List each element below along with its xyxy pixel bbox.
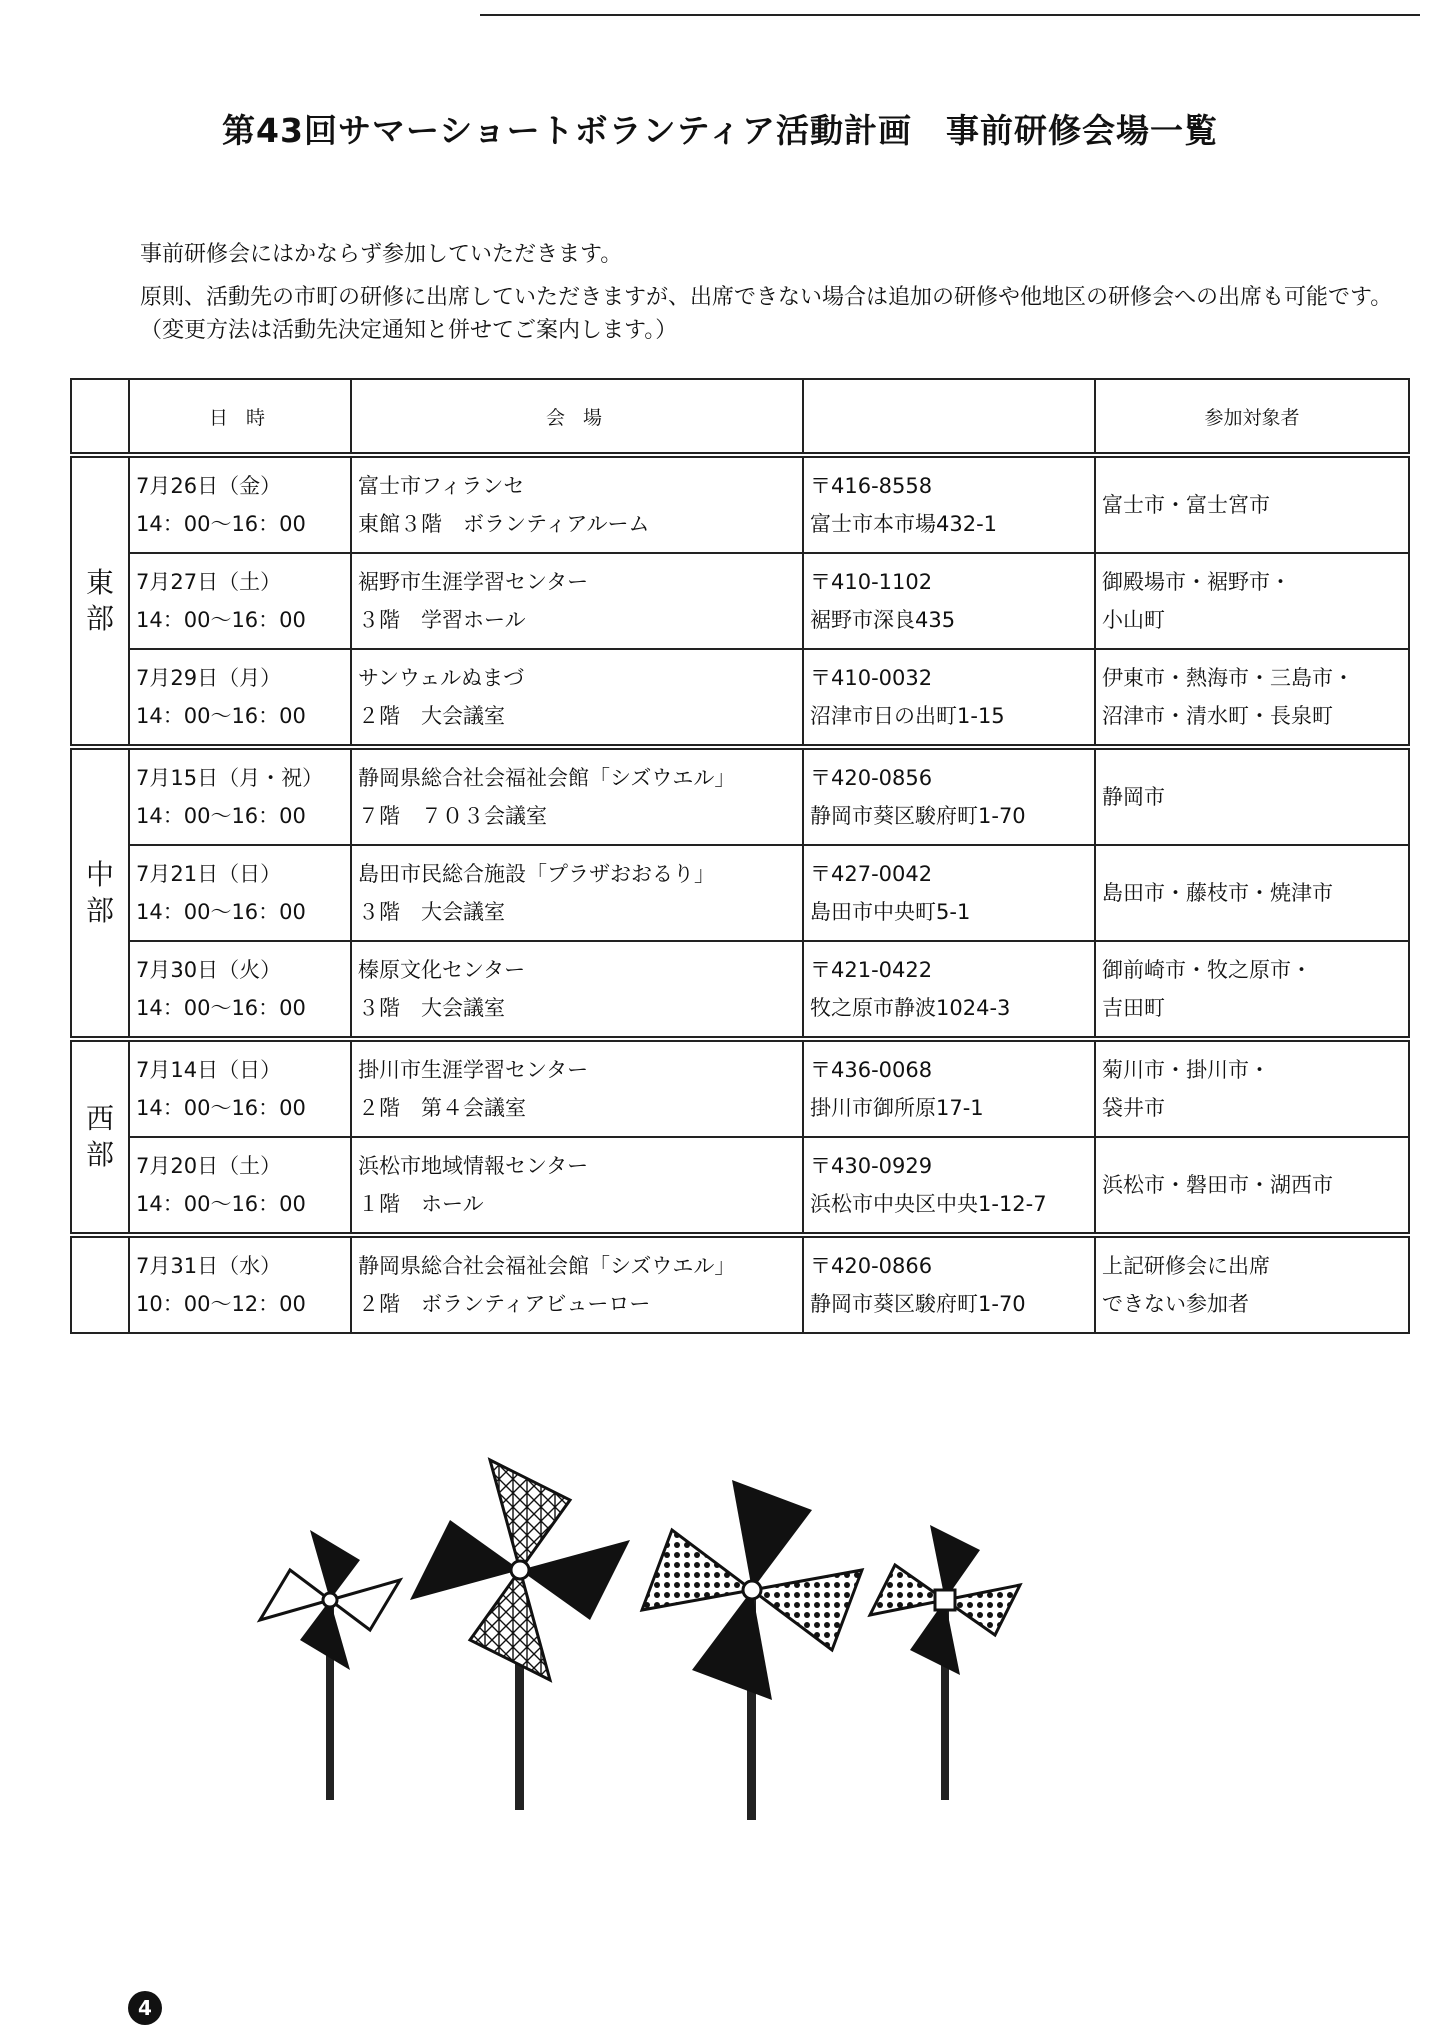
target-line: 吉田町 [1102, 996, 1165, 1020]
venue-room: ２階 ボランティアビューロー [358, 1292, 651, 1316]
schedule-table [70, 378, 1410, 1334]
address: 静岡市葵区駿府町1-70 [810, 1292, 1026, 1316]
header-datetime: 日 時 [129, 379, 351, 455]
target-cell [1095, 845, 1409, 941]
datetime-cell [129, 941, 351, 1039]
region-char: 中 [85, 858, 114, 891]
region-char: 部 [85, 894, 114, 927]
address: 裾野市深良435 [810, 608, 956, 632]
time: 14：00〜16：00 [136, 900, 306, 924]
venue-cell [351, 747, 803, 845]
venue-name: サンウェルぬまづ [358, 666, 525, 690]
target-line: 上記研修会に出席 [1102, 1254, 1270, 1278]
date: 7月30日（火） [136, 958, 282, 982]
address-cell [803, 1137, 1095, 1235]
venue-cell [351, 649, 803, 747]
target-line: 袋井市 [1102, 1096, 1165, 1120]
page-title: 第43回サマーショートボランティア活動計画 事前研修会場一覧 [222, 111, 1218, 150]
table-row [71, 1235, 1409, 1333]
target-cell [1095, 941, 1409, 1039]
postal-code: 〒420-0856 [810, 766, 933, 790]
venue-room: 東館３階 ボランティアルーム [358, 512, 650, 536]
target-line: 菊川市・掛川市・ [1102, 1058, 1270, 1082]
venue-room: ２階 第４会議室 [358, 1096, 526, 1120]
target-line: 御前崎市・牧之原市・ [1102, 958, 1312, 982]
date: 7月21日（日） [136, 862, 282, 886]
target-line: できない参加者 [1102, 1292, 1249, 1316]
address: 牧之原市静波1024-3 [810, 996, 1011, 1020]
region-char: 東 [85, 566, 114, 599]
time: 14：00〜16：00 [136, 512, 306, 536]
time: 14：00〜16：00 [136, 1192, 306, 1216]
venue-room: ３階 大会議室 [358, 900, 505, 924]
pinwheels-illustration [250, 1440, 1050, 1820]
venue-name: 裾野市生涯学習センター [358, 570, 589, 594]
region-group [71, 1039, 1409, 1235]
region-char: 部 [85, 602, 114, 635]
table-header-row [71, 379, 1409, 455]
venue-room: ３階 学習ホール [358, 608, 526, 632]
pinwheel-2 [410, 1460, 630, 1810]
address: 富士市本市場432-1 [810, 512, 998, 536]
region-label [71, 455, 129, 747]
pinwheel-4 [870, 1525, 1020, 1800]
address: 島田市中央町5-1 [810, 900, 971, 924]
table-row [71, 1039, 1409, 1137]
venue-cell [351, 455, 803, 553]
address-cell [803, 747, 1095, 845]
target-line: 島田市・藤枝市・焼津市 [1102, 881, 1333, 905]
datetime-cell [129, 553, 351, 649]
time: 14：00〜16：00 [136, 804, 306, 828]
date: 7月14日（日） [136, 1058, 282, 1082]
table-row [71, 747, 1409, 845]
target-cell [1095, 553, 1409, 649]
address-cell [803, 1235, 1095, 1333]
pinwheel-3 [642, 1480, 862, 1820]
postal-code: 〒421-0422 [810, 958, 933, 982]
table-row [71, 845, 1409, 941]
region-label [71, 1235, 129, 1333]
header-venue: 会 場 [351, 379, 803, 455]
target-line: 浜松市・磐田市・湖西市 [1102, 1173, 1333, 1197]
target-line: 御殿場市・裾野市・ [1102, 570, 1291, 594]
address: 浜松市中央区中央1-12-7 [810, 1192, 1047, 1216]
target-line: 静岡市 [1102, 785, 1165, 809]
postal-code: 〒420-0866 [810, 1254, 933, 1278]
datetime-cell [129, 747, 351, 845]
region-label [71, 747, 129, 1039]
venue-room: ２階 大会議室 [358, 704, 505, 728]
venue-name: 浜松市地域情報センター [358, 1154, 589, 1178]
target-line: 小山町 [1102, 608, 1165, 632]
venue-cell [351, 1039, 803, 1137]
address-cell [803, 1039, 1095, 1137]
region-group [71, 455, 1409, 747]
venue-room: １階 ホール [358, 1192, 484, 1216]
target-cell [1095, 649, 1409, 747]
table-row [71, 455, 1409, 553]
venue-cell [351, 941, 803, 1039]
time: 14：00〜16：00 [136, 704, 306, 728]
pinwheel-1 [260, 1530, 400, 1800]
postal-code: 〒410-1102 [810, 570, 933, 594]
region-char: 部 [85, 1138, 114, 1171]
target-cell [1095, 455, 1409, 553]
table-row [71, 553, 1409, 649]
postal-code: 〒416-8558 [810, 474, 933, 498]
venue-name: 富士市フィランセ [358, 474, 525, 498]
intro-text [140, 238, 1410, 347]
venue-cell [351, 845, 803, 941]
venue-name: 静岡県総合社会福祉会館「シズウエル」 [358, 1254, 736, 1278]
target-cell [1095, 1137, 1409, 1235]
address: 沼津市日の出町1-15 [810, 704, 1005, 728]
target-cell [1095, 747, 1409, 845]
postal-code: 〒427-0042 [810, 862, 933, 886]
top-rule [480, 14, 1420, 16]
address-cell [803, 649, 1095, 747]
address: 静岡市葵区駿府町1-70 [810, 804, 1026, 828]
postal-code: 〒410-0032 [810, 666, 933, 690]
datetime-cell [129, 845, 351, 941]
table-row [71, 649, 1409, 747]
table-row [71, 941, 1409, 1039]
region-label [71, 1039, 129, 1235]
target-line: 伊東市・熱海市・三島市・ [1102, 666, 1354, 690]
date: 7月27日（土） [136, 570, 282, 594]
page-number: 4 [128, 1991, 162, 2025]
region-group [71, 747, 1409, 1039]
target-line: 富士市・富士宮市 [1102, 493, 1270, 517]
venue-name: 榛原文化センター [358, 958, 526, 982]
venue-cell [351, 1137, 803, 1235]
datetime-cell [129, 1039, 351, 1137]
address: 掛川市御所原17-1 [810, 1096, 984, 1120]
intro-line-2: 原則、活動先の市町の研修に出席していただきますが、出席できない場合は追加の研修や他地区の研修会への出席も可能です。（変更方法は活動先決定通知と併せてご案内します。） [140, 285, 1393, 343]
venue-room: ７階 ７０３会議室 [358, 804, 547, 828]
address-cell [803, 455, 1095, 553]
header-region [71, 379, 129, 455]
time: 14：00〜16：00 [136, 996, 306, 1020]
venue-cell [351, 1235, 803, 1333]
header-target: 参加対象者 [1095, 379, 1409, 455]
postal-code: 〒430-0929 [810, 1154, 933, 1178]
date: 7月29日（月） [136, 666, 282, 690]
date: 7月26日（金） [136, 474, 282, 498]
date: 7月20日（土） [136, 1154, 282, 1178]
time: 10：00〜12：00 [136, 1292, 306, 1316]
address-cell [803, 941, 1095, 1039]
address-cell [803, 553, 1095, 649]
venue-cell [351, 553, 803, 649]
header-address [803, 379, 1095, 455]
address-cell [803, 845, 1095, 941]
datetime-cell [129, 1137, 351, 1235]
postal-code: 〒436-0068 [810, 1058, 933, 1082]
table-row [71, 1137, 1409, 1235]
venue-room: ３階 大会議室 [358, 996, 505, 1020]
datetime-cell [129, 455, 351, 553]
intro-line-1: 事前研修会にはかならず参加していただきます。 [140, 242, 623, 267]
target-cell [1095, 1235, 1409, 1333]
time: 14：00〜16：00 [136, 1096, 306, 1120]
target-line: 沼津市・清水町・長泉町 [1102, 704, 1333, 728]
venue-name: 島田市民総合施設「プラザおおるり」 [358, 862, 715, 886]
region-group [71, 1235, 1409, 1333]
time: 14：00〜16：00 [136, 608, 306, 632]
venue-name: 静岡県総合社会福祉会館「シズウエル」 [358, 766, 736, 790]
venue-name: 掛川市生涯学習センター [358, 1058, 589, 1082]
datetime-cell [129, 649, 351, 747]
date: 7月15日（月・祝） [136, 766, 324, 790]
datetime-cell [129, 1235, 351, 1333]
region-char: 西 [85, 1102, 114, 1135]
target-cell [1095, 1039, 1409, 1137]
date: 7月31日（水） [136, 1254, 282, 1278]
